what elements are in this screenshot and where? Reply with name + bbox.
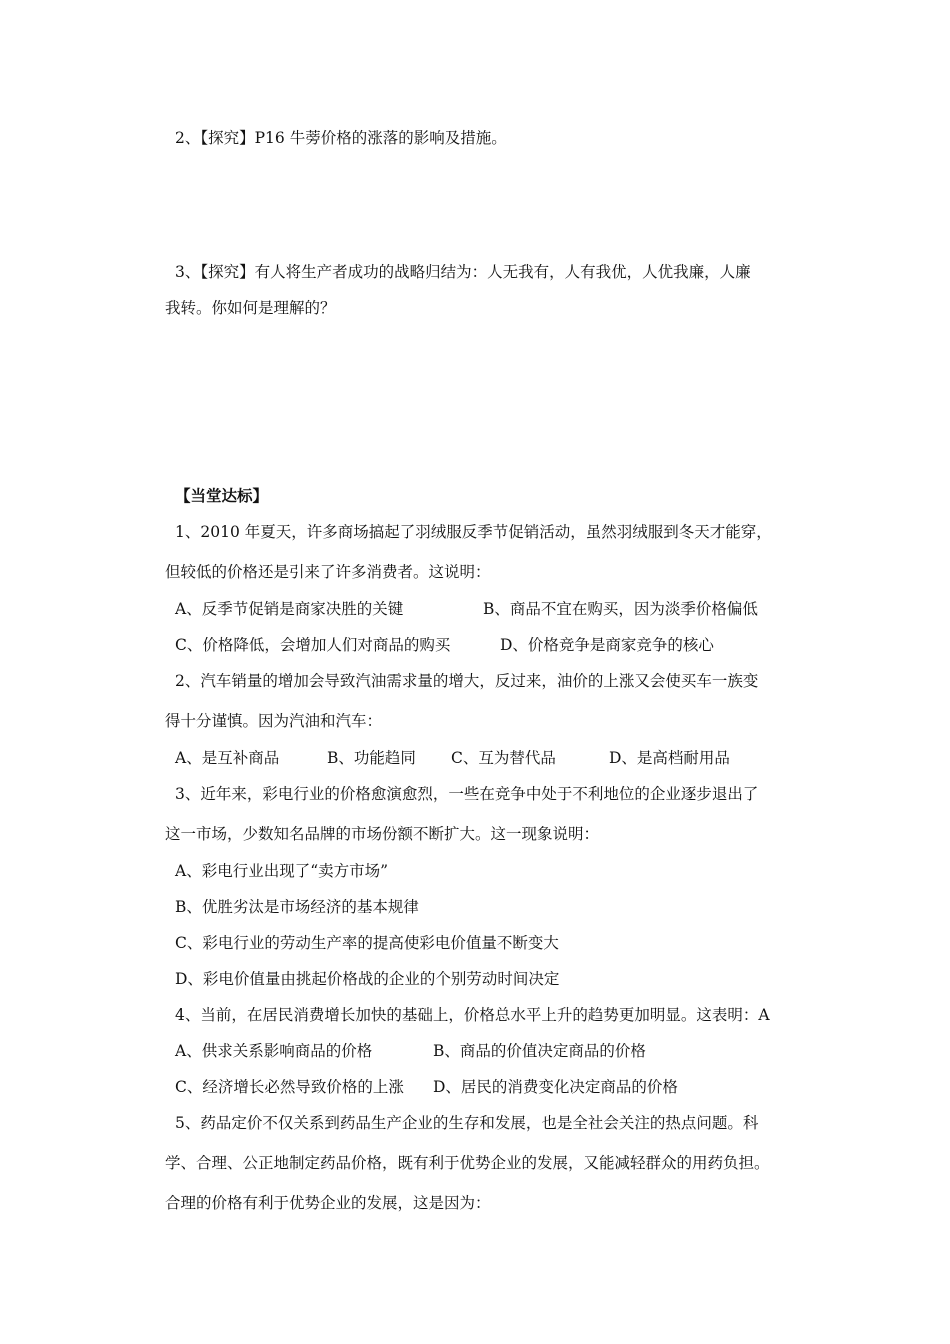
explore-question-3-line-1: 3、【探究】有人将生产者成功的战略归结为：人无我有，人有我优，人优我廉，人廉 [175,263,751,281]
question-5-line-3: 合理的价格有利于优势企业的发展，这是因为： [165,1194,491,1212]
question-3-option-b: B、优胜劣汰是市场经济的基本规律 [175,898,419,916]
question-1-option-d: D、价格竞争是商家竞争的核心 [500,636,714,654]
question-3-line-1: 3、近年来，彩电行业的价格愈演愈烈，一些在竞争中处于不利地位的企业逐步退出了 [175,785,759,803]
question-4-option-b: B、商品的价值决定商品的价格 [433,1042,646,1060]
question-2-option-c: C、互为替代品 [451,749,556,767]
question-5-line-1: 5、药品定价不仅关系到药品生产企业的生存和发展，也是全社会关注的热点问题。科 [175,1114,759,1132]
question-4-option-a: A、供求关系影响商品的价格 [175,1042,373,1060]
question-1-line-1: 1、2010 年夏天，许多商场搞起了羽绒服反季节促销活动，虽然羽绒服到冬天才能穿， [175,523,772,541]
question-3-option-a: A、彩电行业出现了“卖方市场” [175,862,389,880]
question-1-option-c: C、价格降低，会增加人们对商品的购买 [175,636,451,654]
explore-question-3-line-2: 我转。你如何是理解的？ [165,299,336,317]
question-3-line-2: 这一市场，少数知名品牌的市场份额不断扩大。这一现象说明： [165,825,600,843]
question-4-line-1: 4、当前，在居民消费增长加快的基础上，价格总水平上升的趋势更加明显。这表明：A [175,1006,770,1024]
question-1-line-2: 但较低的价格还是引来了许多消费者。这说明： [165,563,491,581]
question-3-option-d: D、彩电价值量由挑起价格战的企业的个别劳动时间决定 [175,970,560,988]
question-1-option-a: A、反季节促销是商家决胜的关键 [175,600,404,618]
section-title: 【当堂达标】 [175,486,269,505]
question-2-line-1: 2、汽车销量的增加会导致汽油需求量的增大，反过来，油价的上涨又会使买车一族变 [175,672,759,690]
question-1-option-b: B、商品不宜在购买，因为淡季价格偏低 [483,600,758,618]
question-4-option-c: C、经济增长必然导致价格的上涨 [175,1078,404,1096]
question-4-option-d: D、居民的消费变化决定商品的价格 [433,1078,678,1096]
question-2-line-2: 得十分谨慎。因为汽油和汽车： [165,712,383,730]
question-3-option-c: C、彩电行业的劳动生产率的提高使彩电价值量不断变大 [175,934,559,952]
question-5-line-2: 学、合理、公正地制定药品价格，既有利于优势企业的发展，又能减轻群众的用药负担。 [165,1154,770,1172]
explore-question-2: 2、【探究】P16 牛蒡价格的涨落的影响及措施。 [175,129,507,147]
question-2-option-a: A、是互补商品 [175,749,280,767]
question-2-option-b: B、功能趋同 [327,749,416,767]
question-2-option-d: D、是高档耐用品 [609,749,730,767]
